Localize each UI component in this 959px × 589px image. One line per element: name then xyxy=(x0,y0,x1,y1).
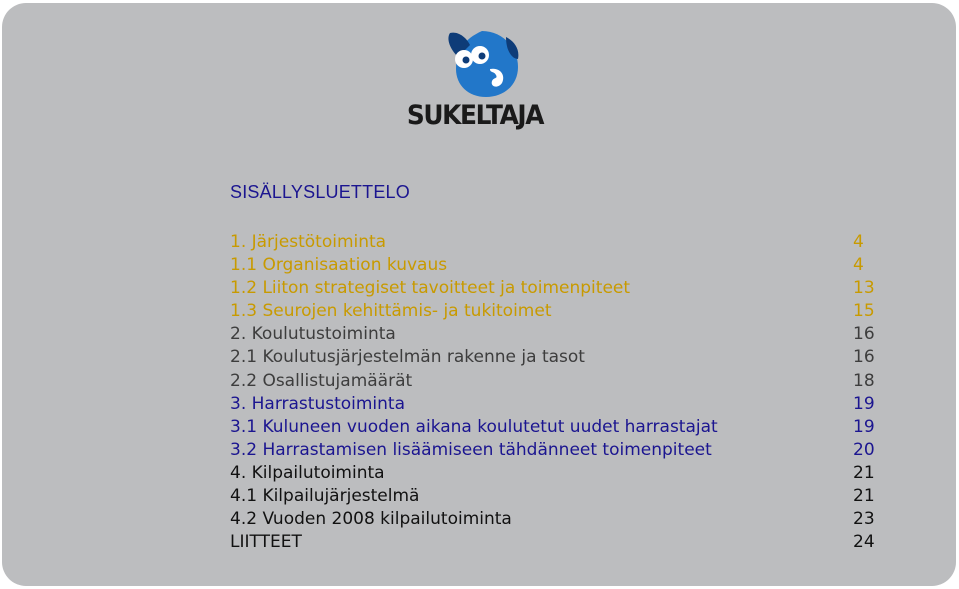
toc-entry[interactable] xyxy=(230,393,890,416)
toc-entry-title: 3.2 Harrastamisen lisäämiseen tähdänneet toimenpiteet xyxy=(230,439,712,460)
toc-entry[interactable] xyxy=(230,300,890,323)
toc-entry-title: 4. Kilpailutoiminta xyxy=(230,462,385,483)
toc-entry-page: 21 xyxy=(853,462,875,483)
toc-entry[interactable] xyxy=(230,231,890,254)
toc-entry-title: 2.2 Osallistujamäärät xyxy=(230,370,413,391)
toc-entry-page: 13 xyxy=(853,278,875,299)
toc-entry-title: 4.1 Kilpailujärjestelmä xyxy=(230,486,420,507)
toc-entry[interactable] xyxy=(230,485,890,508)
toc-entry-title: 3.1 Kuluneen vuoden aikana koulutetut uudet harrastajat xyxy=(230,416,718,437)
diver-mascot-icon xyxy=(440,29,522,99)
toc-entry-title: 1. Järjestötoiminta xyxy=(230,232,387,252)
toc-entry[interactable] xyxy=(230,277,890,300)
toc-entry-page: 19 xyxy=(853,393,875,414)
toc-entry-page: 21 xyxy=(853,486,875,507)
brand-wordmark: SUKELTAJA xyxy=(406,100,544,131)
toc-entry[interactable] xyxy=(230,508,890,531)
toc-entry[interactable] xyxy=(230,323,890,346)
toc-heading: SISÄLLYSLUETTELO xyxy=(230,182,410,202)
toc-entry-page: 15 xyxy=(853,301,875,322)
sukeltaja-logo xyxy=(402,29,562,139)
toc-entry-page: 16 xyxy=(853,324,875,345)
toc-entry-title: 2.1 Koulutusjärjestelmän rakenne ja tasot xyxy=(230,347,585,368)
document-page xyxy=(2,3,956,586)
toc-entry-title: 1.3 Seurojen kehittämis- ja tukitoimet xyxy=(230,301,552,322)
toc-entry-title: LIITTEET xyxy=(230,532,302,553)
toc-entry[interactable] xyxy=(230,462,890,485)
toc-entry-page: 18 xyxy=(853,370,875,391)
toc-entry-page: 23 xyxy=(853,509,875,530)
toc-entry-title: 1.2 Liiton strategiset tavoitteet ja toimenpiteet xyxy=(230,278,631,299)
toc-entry-page: 16 xyxy=(853,347,875,368)
table-of-contents xyxy=(230,231,890,554)
toc-entry-page: 4 xyxy=(853,255,864,276)
toc-entry-title: 4.2 Vuoden 2008 kilpailutoiminta xyxy=(230,509,512,530)
toc-entry[interactable] xyxy=(230,254,890,277)
toc-entry-page: 19 xyxy=(853,416,875,437)
toc-entry-title: 1.1 Organisaation kuvaus xyxy=(230,255,448,276)
toc-entry-page: 24 xyxy=(853,532,875,553)
toc-entry[interactable] xyxy=(230,416,890,439)
toc-entry-page: 20 xyxy=(853,439,875,460)
toc-entry-title: 2. Koulutustoiminta xyxy=(230,324,396,345)
toc-entry-title: 3. Harrastustoiminta xyxy=(230,393,406,414)
toc-entry[interactable] xyxy=(230,531,890,554)
toc-entry[interactable] xyxy=(230,346,890,369)
toc-entry[interactable] xyxy=(230,439,890,462)
toc-entry[interactable] xyxy=(230,370,890,393)
toc-entry-page: 4 xyxy=(853,232,864,252)
